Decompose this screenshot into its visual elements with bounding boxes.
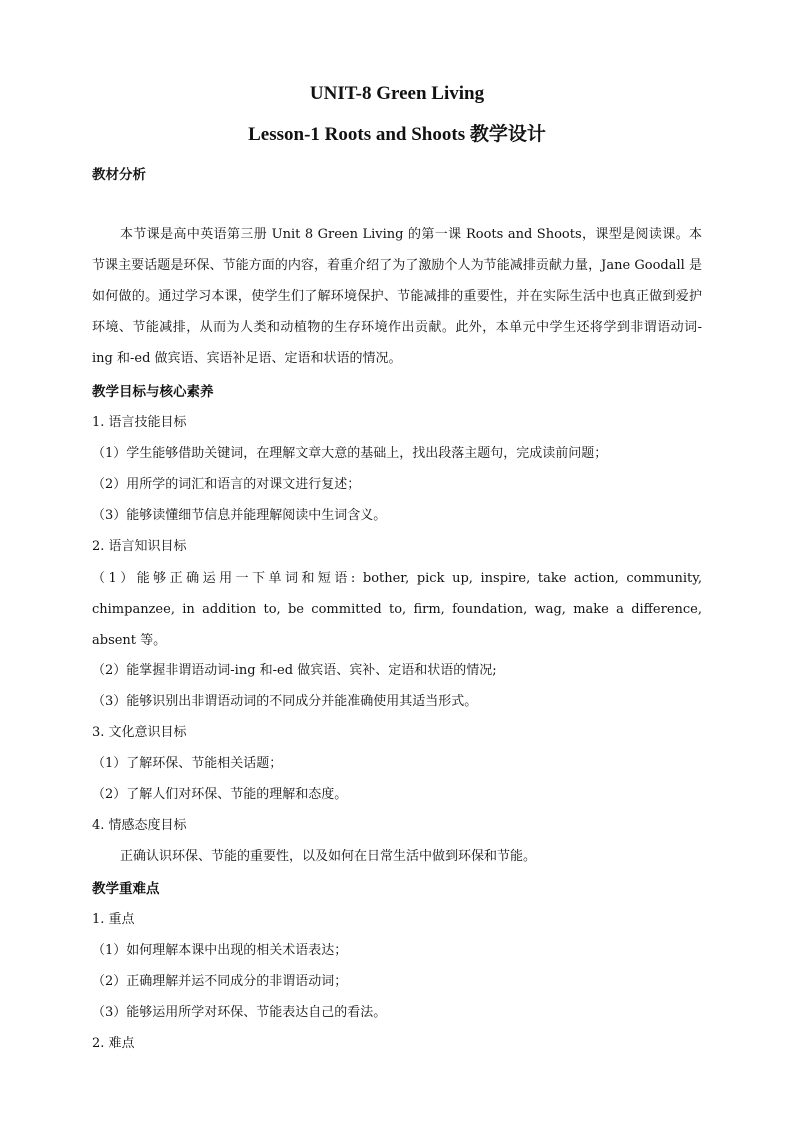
document-title-unit: UNIT-8 Green Living (309, 83, 485, 104)
objective-3-item: （2）了解人们对环保、节能的理解和态度。 (92, 787, 348, 802)
keypoint-1-item: （3）能够运用所学对环保、节能表达自己的看法。 (92, 1005, 387, 1020)
objective-2-item: （1）能够正确运用一下单词和短语: bother, pick up, inspire, take action, community, chimpanzee, in addition to, be committed to, firm, foundation, wag, make a difference, absent 等。 (92, 571, 702, 648)
document-title-lesson: Lesson-1 Roots and Shoots 教学设计 (248, 124, 546, 145)
objective-2-item: （2）能掌握非谓语动词-ing 和-ed 做宾语、宾补、定语和状语的情况; (92, 663, 497, 678)
objective-1-item: （3）能够读懂细节信息并能理解阅读中生词含义。 (92, 508, 387, 523)
section-heading-material: 教材分析 (92, 167, 146, 183)
keypoint-1-item: （1）如何理解本课中出现的相关术语表达； (92, 943, 348, 958)
keypoint-2-title: 2. 难点 (92, 1036, 135, 1051)
section-heading-objectives: 教学目标与核心素养 (92, 384, 214, 400)
objective-1-item: （2）用所学的词汇和语言的对课文进行复述； (92, 477, 361, 492)
objective-1-item: （1）学生能够借助关键词，在理解文章大意的基础上，找出段落主题句，完成读前问题； (92, 446, 608, 461)
objective-2-title: 2. 语言知识目标 (92, 539, 187, 554)
objective-1-title: 1. 语言技能目标 (92, 415, 187, 430)
objective-2-item: （3）能够识别出非谓语动词的不同成分并能准确使用其适当形式。 (92, 694, 478, 709)
keypoint-1-title: 1. 重点 (92, 912, 135, 927)
material-paragraph: 本节课是高中英语第三册 Unit 8 Green Living 的第一课 Roots and Shoots，课型是阅读课。本节课主要话题是环保、节能方面的内容，着重介绍了为了激励个人为节能减排贡献力量，Jane Goodall 是如何做的。通过学习本课，使学生们了解环境保护、节能减排的重要性，并在实际生活中也真正做到爱护环境、节能减排，从而为人类和动植物的生存环境作出贡献。此外，本单元中学生还将学到非谓语动词-ing 和-ed 做宾语、宾语补足语、定语和状语的情况。 (92, 227, 702, 366)
section-heading-keypoints: 教学重难点 (92, 881, 160, 897)
objective-4-title: 4. 情感态度目标 (92, 818, 187, 833)
objective-4-text: 正确认识环保、节能的重要性，以及如何在日常生活中做到环保和节能。 (120, 849, 537, 864)
objective-3-item: （1）了解环保、节能相关话题； (92, 756, 283, 771)
objective-3-title: 3. 文化意识目标 (92, 725, 187, 740)
keypoint-1-item: （2）正确理解并运不同成分的非谓语动词； (92, 974, 348, 989)
